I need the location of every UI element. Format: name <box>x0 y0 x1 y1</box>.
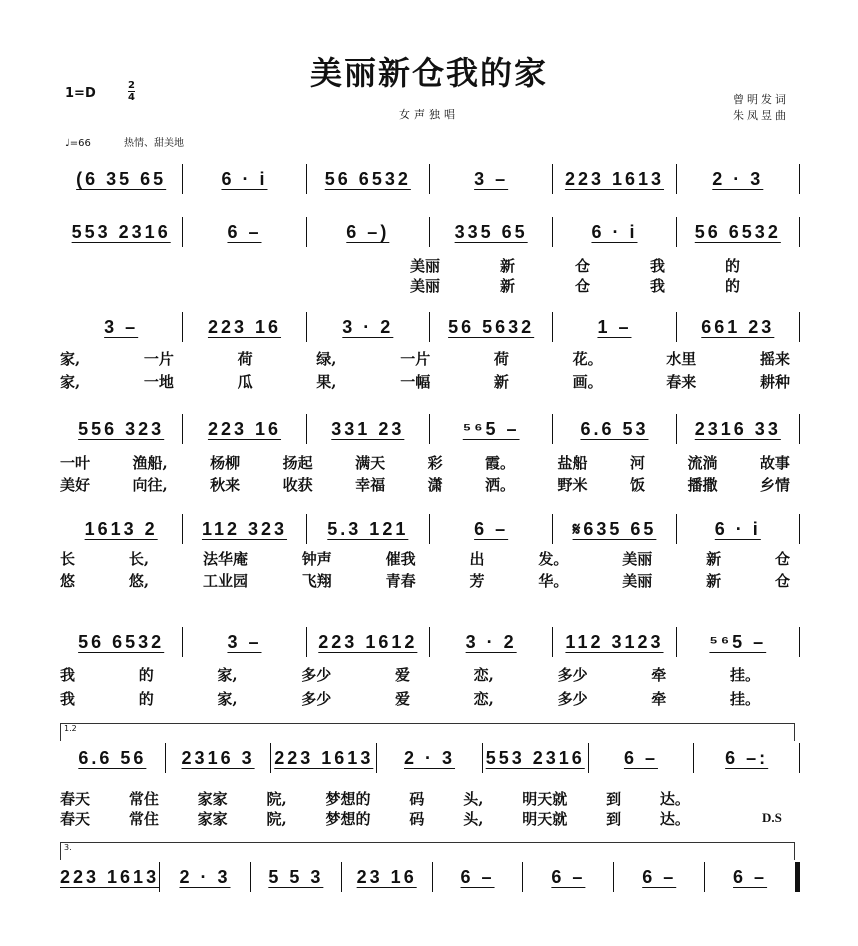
measure <box>677 414 800 444</box>
lyric-syllable: 耕种 <box>759 373 790 391</box>
lyric-syllable: 爱 <box>394 690 410 708</box>
lyric-line-2 <box>60 688 760 709</box>
lyric-syllable: 爱 <box>394 666 410 684</box>
measure-notes: 553 2316 <box>71 221 171 242</box>
key-signature: 1=D <box>65 86 96 101</box>
measure <box>183 217 306 247</box>
lyric-syllable: 家家 <box>197 790 228 808</box>
lyric-syllable: 我 <box>60 666 76 684</box>
measure <box>589 743 695 773</box>
lyric-syllable: 挂。 <box>729 666 760 684</box>
measure <box>160 862 251 892</box>
measure <box>183 164 306 194</box>
measure <box>553 627 676 657</box>
lyric-syllable: 新 <box>499 277 515 295</box>
song-title: 美丽新仓我的家 <box>309 54 548 92</box>
lyric-syllable: 常住 <box>128 810 159 828</box>
measure-notes: 331 23 <box>331 418 405 439</box>
measure-notes: 56 6532 <box>324 168 411 189</box>
measure-notes: 23 16 <box>356 866 417 887</box>
measure-notes: 223 1612 <box>318 631 418 652</box>
lyric-syllable: 春天 <box>60 810 91 828</box>
measure-notes: 6 – <box>551 866 586 887</box>
measure-notes: 56 5632 <box>448 316 535 337</box>
lyric-syllable: 杨柳 <box>210 454 241 472</box>
meter-bottom: 4 <box>128 92 135 103</box>
lyric-syllable: 牵 <box>651 690 667 708</box>
measure <box>433 862 524 892</box>
lyric-syllable: 的 <box>138 666 154 684</box>
measure <box>553 164 676 194</box>
measure-notes: 2 · 3 <box>712 168 764 189</box>
measure <box>677 312 800 342</box>
lyric-syllable: 到 <box>606 810 622 828</box>
measure <box>430 514 553 544</box>
lyric-syllable: 美丽 <box>622 572 653 590</box>
notation-row <box>60 164 800 194</box>
lyric-syllable: 满天 <box>355 454 386 472</box>
lyric-syllable: 我 <box>649 257 665 275</box>
measure <box>553 217 676 247</box>
measure <box>430 627 553 657</box>
lyric-syllable: 催我 <box>385 550 416 568</box>
measure-notes: 6.6 56 <box>78 747 147 768</box>
meter-top: 2 <box>128 80 135 91</box>
lyric-syllable: 新 <box>499 257 515 275</box>
measure <box>677 627 800 657</box>
lyric-syllable: 新 <box>706 550 722 568</box>
measure-notes: 6 – <box>623 747 658 768</box>
lyric-syllable: 彩 <box>427 454 443 472</box>
lyric-syllable: 新 <box>493 373 509 391</box>
measure-notes: 223 16 <box>207 418 282 439</box>
measure <box>60 743 166 773</box>
lyric-line-1 <box>60 664 760 685</box>
lyric-syllable: 向往, <box>132 476 168 494</box>
measure <box>677 514 800 544</box>
notation-row <box>60 312 800 342</box>
lyric-syllable: 画。 <box>572 373 603 391</box>
lyric-syllable: 家家 <box>197 810 228 828</box>
measure-notes: 1613 2 <box>84 518 158 539</box>
lyric-syllable: 华。 <box>538 572 569 590</box>
lyric-syllable: 摇来 <box>759 350 790 368</box>
measure-notes: 112 3123 <box>565 631 664 652</box>
lyric-syllable: 饭 <box>629 476 645 494</box>
lyric-syllable: 码 <box>409 810 425 828</box>
tempo: ♩=66 <box>65 138 91 149</box>
lyric-syllable: 一片 <box>143 350 174 368</box>
lyric-syllable: 幸福 <box>355 476 386 494</box>
ds-marking: D.S <box>762 810 782 825</box>
lyric-syllable: 新 <box>706 572 722 590</box>
lyric-syllable: 多少 <box>301 666 332 684</box>
measure-notes: 223 16 <box>207 316 282 337</box>
lyric-line-2 <box>60 474 790 495</box>
lyric-syllable: 仓 <box>574 277 590 295</box>
measure-notes: 5 5 3 <box>268 866 324 887</box>
lyric-syllable: 多少 <box>301 690 332 708</box>
lyric-syllable: 的 <box>724 277 740 295</box>
measure <box>183 514 306 544</box>
lyric-syllable: 乡情 <box>759 476 790 494</box>
measure <box>60 627 183 657</box>
measure-notes: 553 2316 <box>485 747 585 768</box>
lyric-syllable: 达。 <box>659 790 690 808</box>
lyric-syllable: 一片 <box>400 350 431 368</box>
lyric-line-1 <box>410 255 740 276</box>
lyric-syllable: 一幅 <box>400 373 431 391</box>
lyric-syllable: 扬起 <box>282 454 313 472</box>
lyric-syllable: 家, <box>60 373 81 391</box>
lyric-syllable: 野米 <box>557 476 588 494</box>
measure-notes: 3 · 2 <box>342 316 394 337</box>
measure-notes: 2316 33 <box>694 418 781 439</box>
lyric-syllable: 钟声 <box>301 550 332 568</box>
lyric-syllable: 故事 <box>759 454 790 472</box>
lyric-syllable: 春天 <box>60 790 91 808</box>
lyricist: 曾明发词 <box>733 93 789 106</box>
lyric-syllable: 仓 <box>774 550 790 568</box>
measure-notes: 56 6532 <box>694 221 781 242</box>
lyric-syllable: 院, <box>266 790 287 808</box>
measure-notes: (6 35 65 <box>76 168 167 189</box>
measure <box>60 862 160 892</box>
lyric-syllable: 挂。 <box>729 690 760 708</box>
measure <box>342 862 433 892</box>
tempo-marking <box>65 134 214 149</box>
measure <box>430 217 553 247</box>
measure-notes: 6 · i <box>714 518 761 539</box>
measure-notes: 6.6 53 <box>580 418 649 439</box>
lyric-syllable: 仓 <box>574 257 590 275</box>
measure <box>553 414 676 444</box>
measure <box>523 862 614 892</box>
lyric-syllable: 霞。 <box>485 454 516 472</box>
lyric-syllable: 发。 <box>538 550 569 568</box>
lyric-syllable: 飞翔 <box>301 572 332 590</box>
measure <box>307 312 430 342</box>
measure <box>430 414 553 444</box>
measure-notes: 6 · i <box>591 221 638 242</box>
lyric-line-2 <box>60 808 690 829</box>
lyric-syllable: 出 <box>469 550 485 568</box>
measure <box>307 164 430 194</box>
lyric-syllable: 美丽 <box>410 277 441 295</box>
notation-row <box>60 414 800 444</box>
composer: 朱凤昱曲 <box>733 109 789 122</box>
measure-notes: 5.3 121 <box>327 518 409 539</box>
lyric-line-1 <box>60 452 790 473</box>
lyric-syllable: 潇 <box>427 476 443 494</box>
lyric-syllable: 果, <box>316 373 337 391</box>
measure-notes: 6 –) <box>346 221 390 242</box>
lyric-syllable: 悠, <box>128 572 150 590</box>
subtitle: 女声独唱 <box>399 108 459 121</box>
lyric-syllable: 家, <box>217 666 238 684</box>
lyric-syllable: 美丽 <box>622 550 653 568</box>
lyric-syllable: 一叶 <box>60 454 91 472</box>
measure <box>377 743 483 773</box>
lyric-syllable: 盐船 <box>557 454 588 472</box>
lyric-syllable: 收获 <box>282 476 313 494</box>
lyric-syllable: 悠 <box>60 572 76 590</box>
lyric-syllable: 达。 <box>659 810 690 828</box>
lyric-syllable: 梦想的 <box>325 790 371 808</box>
lyric-syllable: 明天就 <box>522 810 568 828</box>
measure-notes: 6 –: <box>725 747 769 768</box>
lyric-syllable: 常住 <box>128 790 159 808</box>
lyric-syllable: 河 <box>629 454 645 472</box>
lyric-syllable: 荷 <box>493 350 509 368</box>
lyric-line-2 <box>410 275 740 296</box>
notation-row <box>60 743 800 773</box>
lyric-syllable: 梦想的 <box>325 810 371 828</box>
lyric-syllable: 我 <box>60 690 76 708</box>
lyric-syllable: 荷 <box>237 350 253 368</box>
measure-notes: ⁵⁶5 – <box>462 418 520 439</box>
lyric-syllable: 花。 <box>572 350 603 368</box>
lyric-syllable: 恋, <box>473 666 494 684</box>
lyric-syllable: 瓜 <box>237 373 253 391</box>
lyric-syllable: 芳 <box>469 572 485 590</box>
measure <box>553 514 676 544</box>
measure <box>60 164 183 194</box>
measure <box>60 414 183 444</box>
measure <box>614 862 705 892</box>
measure <box>60 217 183 247</box>
measure-notes: 556 323 <box>78 418 165 439</box>
lyric-syllable: 法华庵 <box>202 550 248 568</box>
measure <box>694 743 800 773</box>
measure-notes: 3 – <box>227 631 262 652</box>
expression: 热情、甜美地 <box>124 138 185 149</box>
lyric-syllable: 牵 <box>651 666 667 684</box>
measure-notes: 3 – <box>474 168 509 189</box>
measure-notes: 2316 3 <box>181 747 255 768</box>
measure-notes: 𝄋635 65 <box>572 518 657 539</box>
measure <box>183 627 306 657</box>
measure-notes: 223 1613 <box>60 866 160 887</box>
lyric-syllable: 多少 <box>557 690 588 708</box>
lyric-syllable: 院, <box>266 810 287 828</box>
measure-notes: 335 65 <box>454 221 528 242</box>
time-signature <box>128 80 135 103</box>
measure-notes: 2 · 3 <box>404 747 456 768</box>
measure <box>60 514 183 544</box>
measure-notes: 6 – <box>227 221 262 242</box>
lyric-syllable: 头, <box>463 810 484 828</box>
lyric-line-1 <box>60 348 790 369</box>
lyric-syllable: 水里 <box>666 350 697 368</box>
measure-notes: 223 1613 <box>564 168 665 189</box>
measure <box>430 312 553 342</box>
lyric-syllable: 春来 <box>666 373 697 391</box>
lyric-syllable: 渔船, <box>132 454 168 472</box>
measure <box>677 164 800 194</box>
lyric-line-1 <box>60 548 790 569</box>
measure-notes: 6 – <box>474 518 509 539</box>
measure-notes: 6 – <box>733 866 768 887</box>
measure <box>166 743 272 773</box>
measure-notes: 3 · 2 <box>465 631 517 652</box>
lyric-syllable: 仓 <box>774 572 790 590</box>
credits <box>733 92 789 124</box>
lyric-syllable: 长, <box>128 550 150 568</box>
lyric-syllable: 家, <box>60 350 81 368</box>
measure-notes: 3 – <box>104 316 139 337</box>
measure <box>183 312 306 342</box>
lyric-syllable: 工业园 <box>202 572 248 590</box>
measure <box>553 312 676 342</box>
measure <box>307 414 430 444</box>
measure-notes: 112 323 <box>201 518 288 539</box>
lyric-syllable: 美好 <box>60 476 91 494</box>
lyric-syllable: 青春 <box>385 572 416 590</box>
measure-notes: 56 6532 <box>78 631 165 652</box>
lyric-syllable: 一地 <box>143 373 174 391</box>
lyric-syllable: 的 <box>138 690 154 708</box>
lyric-syllable: 播撒 <box>687 476 718 494</box>
notation-row <box>60 862 800 892</box>
notation-row <box>60 217 800 247</box>
measure <box>307 514 430 544</box>
notation-row <box>60 514 800 544</box>
measure <box>677 217 800 247</box>
lyric-syllable: 多少 <box>557 666 588 684</box>
measure <box>483 743 589 773</box>
measure <box>307 217 430 247</box>
lyric-syllable: 秋来 <box>210 476 241 494</box>
volta-bracket: 3. <box>60 842 795 860</box>
lyric-syllable: 绿, <box>316 350 337 368</box>
measure <box>430 164 553 194</box>
measure-notes: 661 23 <box>701 316 775 337</box>
volta-bracket: 1.2 <box>60 723 795 741</box>
measure <box>307 627 430 657</box>
lyric-line-2 <box>60 570 790 591</box>
measure-notes: 6 – <box>642 866 677 887</box>
notation-row <box>60 627 800 657</box>
lyric-syllable: 我 <box>649 277 665 295</box>
measure-notes: 2 · 3 <box>179 866 231 887</box>
lyric-syllable: 到 <box>606 790 622 808</box>
measure-notes: 223 1613 <box>274 747 374 768</box>
measure-notes: 6 · i <box>221 168 268 189</box>
lyric-line-2 <box>60 371 790 392</box>
lyric-syllable: 洒。 <box>485 476 516 494</box>
lyric-syllable: 的 <box>724 257 740 275</box>
lyric-syllable: 美丽 <box>410 257 441 275</box>
lyric-syllable: 明天就 <box>522 790 568 808</box>
measure-notes: ⁵⁶5 – <box>709 631 767 652</box>
lyric-line-1 <box>60 788 690 809</box>
lyric-syllable: 流淌 <box>687 454 718 472</box>
measure-notes: 6 – <box>460 866 495 887</box>
lyric-syllable: 码 <box>409 790 425 808</box>
measure-notes: 1 – <box>597 316 632 337</box>
measure <box>271 743 377 773</box>
measure <box>251 862 342 892</box>
lyric-syllable: 长 <box>60 550 76 568</box>
lyric-syllable: 恋, <box>473 690 494 708</box>
measure <box>705 862 800 892</box>
lyric-syllable: 家, <box>217 690 238 708</box>
measure <box>60 312 183 342</box>
lyric-syllable: 头, <box>463 790 484 808</box>
measure <box>183 414 306 444</box>
